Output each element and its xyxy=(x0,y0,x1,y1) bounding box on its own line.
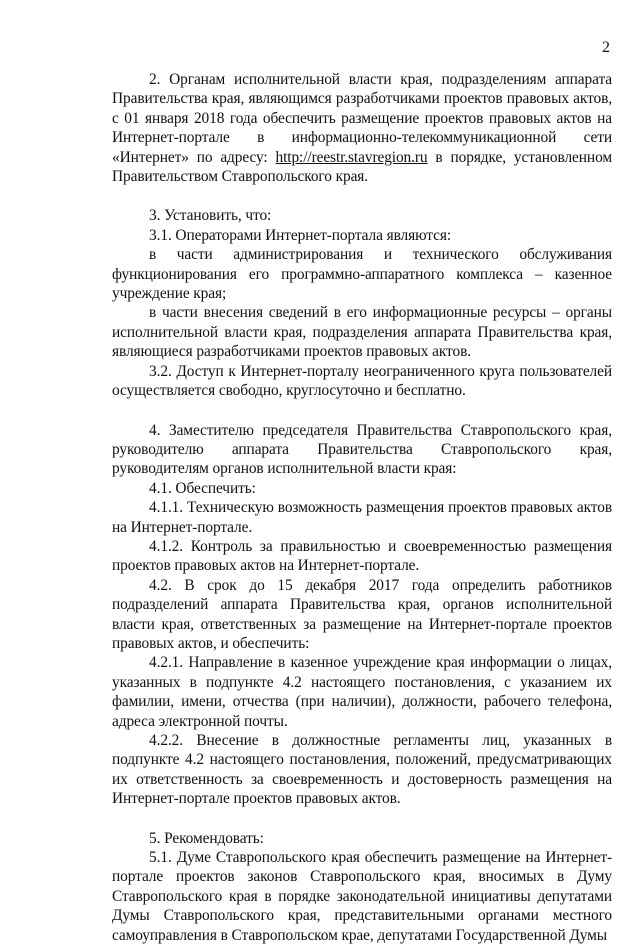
document-body xyxy=(112,70,612,945)
paragraph-2-text-start: 2. Органам исполнительной власти края, подразделениям аппарата Правительства края, являющимся разработчиками проектов правовых актов, с 01 января 2018 года обеспечить размещение проектов правовых актов на Интернет-портале в информационно-телекоммуникационной сети «Интернет» по адресу: xyxy=(112,71,612,166)
paragraph-3: 3. Установить, что: xyxy=(149,207,272,225)
paragraph-4-2: 4.2. В срок до 15 декабря 2017 года определить работников подразделений аппарата Правительства края, органов исполнительной власти края, ответственных за размещение на Интернет-портале проектов правовых актов, и обеспечить: xyxy=(112,576,612,652)
paragraph-4-1-2: 4.1.2. Контроль за правильностью и своевременностью размещения проектов правовых актов на Интернет-портале. xyxy=(112,537,612,575)
paragraph-4-1: 4.1. Обеспечить: xyxy=(149,479,256,497)
paragraph-5-1: 5.1. Думе Ставропольского края обеспечить размещение на Интернет-портале проектов законов Ставропольского края, вносимых в Думу Ставропольского края в порядке законодательной инициативы депутатами Думы Ставропольского края, представительными органами местного самоуправления в Ставропольском крае, депутатами Государственной Думы xyxy=(112,849,612,944)
paragraph-2 xyxy=(112,70,612,186)
paragraph-4-2-2: 4.2.2. Внесение в должностные регламенты лиц, указанных в подпункте 4.2 настоящего постановления, положений, предусматривающих их ответственность за своевременность и достоверность размещения на Интернет-портале проектов правовых актов. xyxy=(112,732,612,808)
paragraph-4-2-1: 4.2.1. Направление в казенное учреждение края информации о лицах, указанных в подпункте 4.2 настоящего постановления, с указанием их фамилии, имени, отчества (при наличии), должности, рабочего телефона, адреса электронной почты. xyxy=(112,654,612,730)
paragraph-4-1-1: 4.1.1. Техническую возможность размещения проектов правовых актов на Интернет-портале. xyxy=(112,499,612,536)
portal-url-link[interactable]: http://reestr.stavregion.ru xyxy=(275,148,428,166)
paragraph-3-1: 3.1. Операторами Интернет-портала являются: xyxy=(149,226,451,244)
page-number: 2 xyxy=(602,39,610,56)
paragraph-3-1-b: в части внесения сведений в его информационные ресурсы – органы исполнительной власти края, подразделения аппарата Правительства края, являющиеся разработчиками проектов правовых актов. xyxy=(112,304,612,361)
paragraph-3-2: 3.2. Доступ к Интернет-порталу неограниченного круга пользователей осуществляется свободно, круглосуточно и бесплатно. xyxy=(112,362,612,400)
paragraph-5: 5. Рекомендовать: xyxy=(149,829,264,847)
paragraph-4: 4. Заместителю председателя Правительства Ставропольского края, руководителю аппарата Правительства Ставропольского края, руководителям органов исполнительной власти края: xyxy=(112,421,612,478)
paragraph-2-text-end: в порядке, установленном Правительством Ставропольского края. xyxy=(112,148,613,186)
paragraph-3-1-a: в части администрирования и технического обслуживания функционирования его программно-аппаратного комплекса – казенное учреждение края; xyxy=(112,246,612,303)
